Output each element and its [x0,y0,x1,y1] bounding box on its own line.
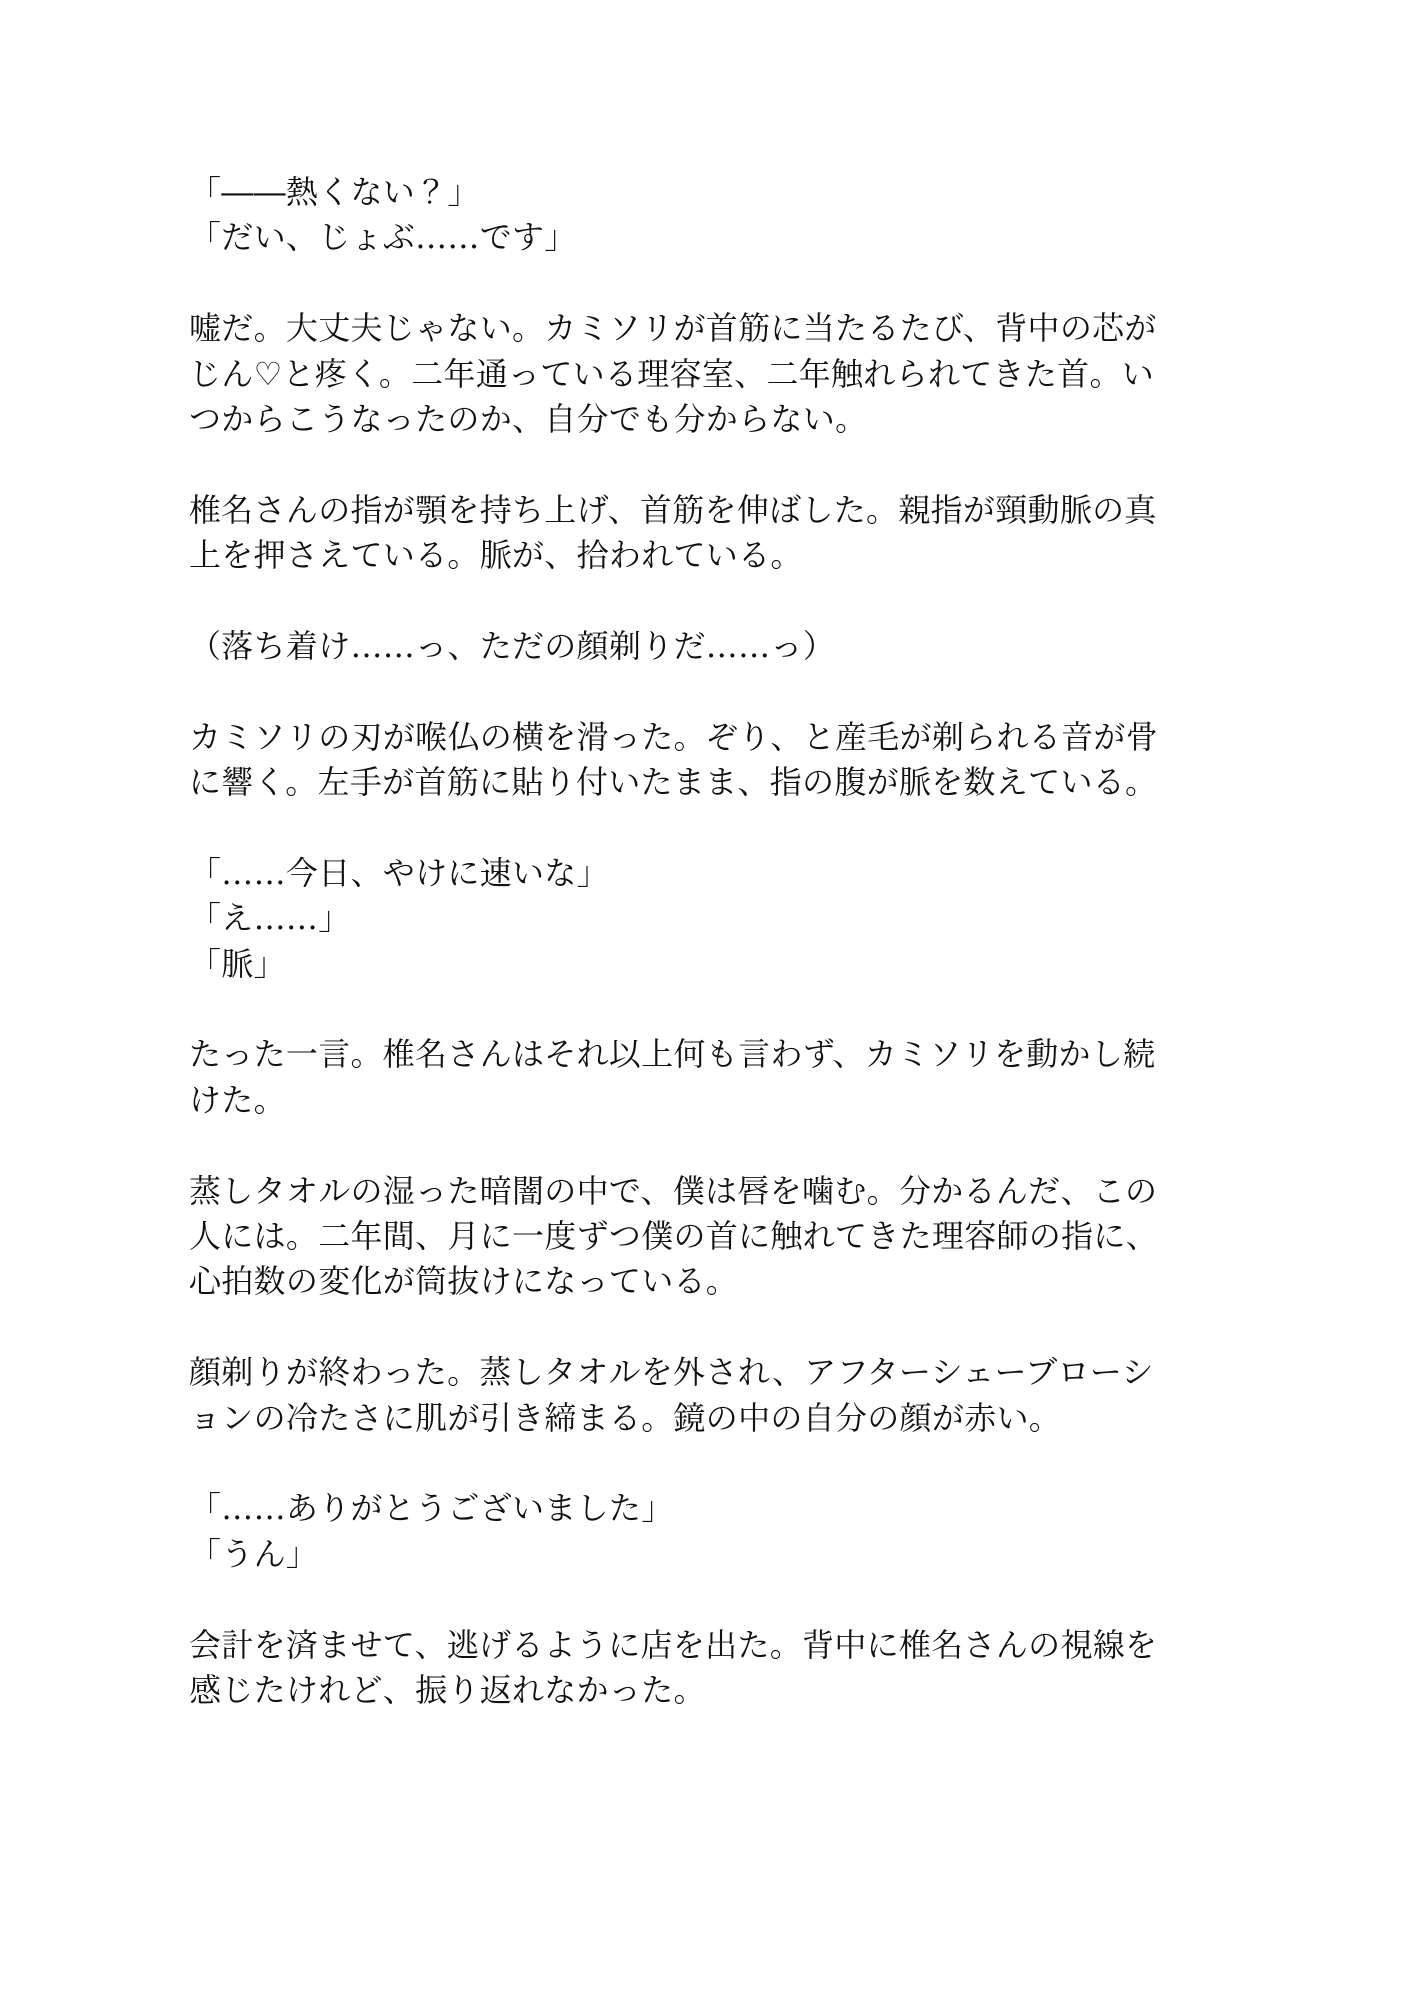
text-line: 顔剃りが終わった。蒸しタオルを外され、アフターシェーブローシ [189,1353,1154,1392]
paragraph-narration [189,488,1167,579]
text-column [189,170,1167,1713]
text-line: 人には。二年間、月に一度ずつ僕の首に触れてきた理容師の指に、 [189,1216,1159,1255]
text-line: けた。 [189,1080,286,1119]
text-line: 「だい、じょぶ……です」 [189,218,577,257]
paragraph-dialogue [189,1486,1167,1577]
text-line: ョンの冷たさに肌が引き締まる。鏡の中の自分の顔が赤い。 [189,1398,1062,1437]
text-line: 「……ありがとうございました」 [189,1489,674,1528]
text-line: 「え……」 [189,899,351,938]
paragraph-dialogue [189,851,1167,987]
text-line: じん♡と疼く。二年通っている理容室、二年触れられてきた首。い [189,354,1155,393]
text-line: つからこうなったのか、自分でも分からない。 [189,399,868,438]
text-line: 蒸しタオルの湿った暗闇の中で、僕は唇を噛む。分かるんだ、この [189,1171,1158,1210]
text-line: 「――熱くない？」 [189,173,480,211]
text-line: 会計を済ませて、逃げるように店を出た。背中に椎名さんの視線を [189,1625,1158,1664]
paragraph-narration [189,306,1167,442]
paragraph-narration [189,715,1167,806]
text-line: カミソリの刃が喉仏の横を滑った。ぞり、と産毛が剃られる音が骨 [189,717,1159,756]
text-line: 上を押さえている。脈が、拾われている。 [189,536,803,575]
text-line: たった一言。椎名さんはそれ以上何も言わず、カミソリを動かし続 [189,1035,1156,1074]
text-line: 「うん」 [189,1534,319,1573]
paragraph-narration [189,1032,1167,1123]
text-line: 椎名さんの指が顎を持ち上げ、首筋を伸ばした。親指が頸動脈の真 [189,490,1157,529]
text-line: に響く。左手が首筋に貼り付いたまま、指の腹が脈を数えている。 [189,763,1158,802]
paragraph-narration [189,1350,1167,1441]
text-line: （落ち着け……っ、ただの顔剃りだ……っ） [189,626,836,665]
text-line: 「……今日、やけに速いな」 [189,853,609,892]
paragraph-thought [189,624,1167,669]
paragraph-narration [189,1169,1167,1305]
text-line: 嘘だ。大丈夫じゃない。カミソリが首筋に当たるたび、背中の芯が [189,309,1157,348]
text-line: 心拍数の変化が筒抜けになっている。 [189,1262,739,1301]
text-line: 「脈」 [189,944,286,983]
paragraph-dialogue [189,170,1167,261]
paragraph-narration [189,1623,1167,1714]
text-line: 感じたけれど、振り返れなかった。 [189,1670,706,1709]
